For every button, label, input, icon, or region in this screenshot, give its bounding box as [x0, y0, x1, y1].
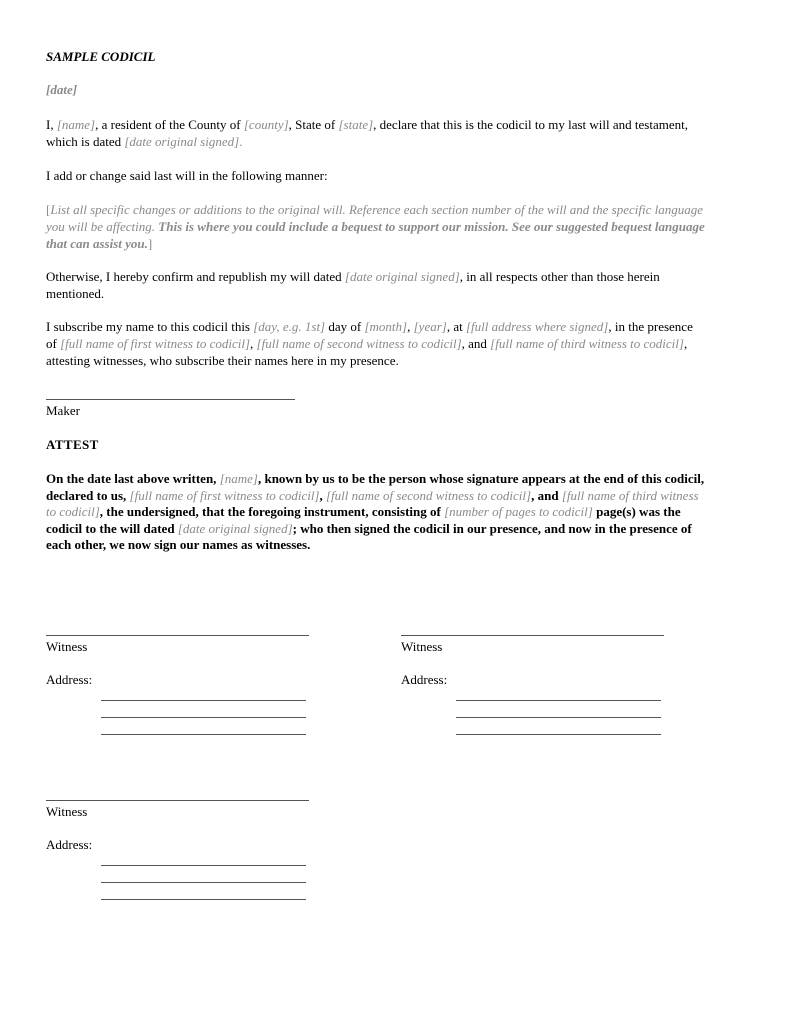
witness-2-address-line[interactable]	[456, 700, 661, 701]
witness-1-address-line[interactable]	[101, 734, 306, 735]
date-signed-placeholder: [date original signed]	[344, 269, 460, 284]
witness-3-label: Witness	[46, 804, 88, 819]
attest-heading: ATTEST	[46, 437, 99, 452]
witness-1-address-label: Address:	[46, 672, 93, 687]
republish-paragraph: Otherwise, I hereby confirm and republish my will dated [date original signed], in all respects other than those herein mentioned.	[46, 269, 660, 301]
county-placeholder: [county]	[243, 117, 289, 132]
document-title: SAMPLE CODICIL	[46, 49, 156, 64]
witness-3-address-line[interactable]	[101, 882, 306, 883]
state-placeholder: [state]	[338, 117, 374, 132]
year-placeholder: [year]	[413, 319, 447, 334]
second-witness-placeholder: [full name of second witness to codicil]	[256, 336, 462, 351]
witness-3-signature-line[interactable]	[46, 800, 309, 801]
second-witness-placeholder: [full name of second witness to codicil]	[326, 487, 532, 503]
month-placeholder: [month]	[364, 319, 408, 334]
changes-intro: I add or change said last will in the following manner:	[46, 168, 328, 183]
witness-3-address-label: Address:	[46, 837, 93, 852]
first-witness-placeholder: [full name of first witness to codicil]	[129, 487, 320, 503]
witness-1-label: Witness	[46, 639, 88, 654]
date-signed-placeholder: [date original signed]	[177, 520, 293, 536]
maker-signature-line[interactable]	[46, 399, 295, 400]
first-witness-placeholder: [full name of first witness to codicil]	[60, 336, 251, 351]
name-placeholder: [name]	[56, 117, 96, 132]
date-placeholder: [date]	[46, 82, 78, 97]
witness-1-address-line[interactable]	[101, 717, 306, 718]
witness-2-address-line[interactable]	[456, 734, 661, 735]
declaration-paragraph: I, [name], a resident of the County of [county], State of [state], declare that this is the codicil to my last will and testament, which is dated [date original signed].	[46, 117, 688, 149]
day-placeholder: [day, e.g. 1st]	[253, 319, 326, 334]
witness-2-label: Witness	[401, 639, 443, 654]
witness-1-signature-line[interactable]	[46, 635, 309, 636]
third-witness-placeholder: [full name of third witness to codicil]	[46, 487, 699, 519]
witness-3-address-line[interactable]	[101, 899, 306, 900]
date-field	[46, 81, 706, 98]
witness-1-address-line[interactable]	[101, 700, 306, 701]
attestation-paragraph: On the date last above written, [name], known by us to be the person whose signature appears at the end of this codicil, declared to us, [full name of first witness to codicil], [full name of second witness to codicil], and [full name of third witness to codicil], the undersigned, that the foregoing instrument, consisting of [number of pages to codicil] page(s) was the codicil to the will dated [date original signed]; who then signed the codicil in our presence, and now in the presence of each other, we now sign our names as witnesses.	[46, 471, 705, 552]
changes-list-placeholder: List all specific changes or additions to the original will. Reference each section number of the will and the specific language you will be affecting.	[46, 202, 704, 234]
date-signed-placeholder: [date original signed]	[124, 134, 240, 149]
third-witness-placeholder: [full name of third witness to codicil]	[490, 336, 684, 351]
pages-placeholder: [number of pages to codicil]	[444, 504, 593, 519]
witness-2-signature-line[interactable]	[401, 635, 664, 636]
bequest-note: This is where you could include a bequest to support our mission. See our suggested bequest language that can assist you.	[46, 219, 705, 251]
signing-address-placeholder: [full address where signed]	[465, 319, 609, 334]
witness-2-address-line[interactable]	[456, 717, 661, 718]
name-placeholder: [name]	[219, 471, 258, 486]
maker-label: Maker	[46, 403, 80, 418]
changes-instructions: [List all specific changes or additions to the original will. Reference each section number of the will and the specific language you will be affecting. This is where you could include a bequest to support our mission. See our suggested bequest language that can assist you.]	[46, 202, 705, 251]
witness-2-address-label: Address:	[401, 672, 448, 687]
subscription-paragraph: I subscribe my name to this codicil this [day, e.g. 1st] day of [month], [year], at [full address where signed], in the presence of [full name of first witness to codicil], [full name of second witness to codicil], and [full name of third witness to codicil], attesting witnesses, who subscribe their names here in my presence.	[46, 319, 693, 368]
witness-3-address-line[interactable]	[101, 865, 306, 866]
